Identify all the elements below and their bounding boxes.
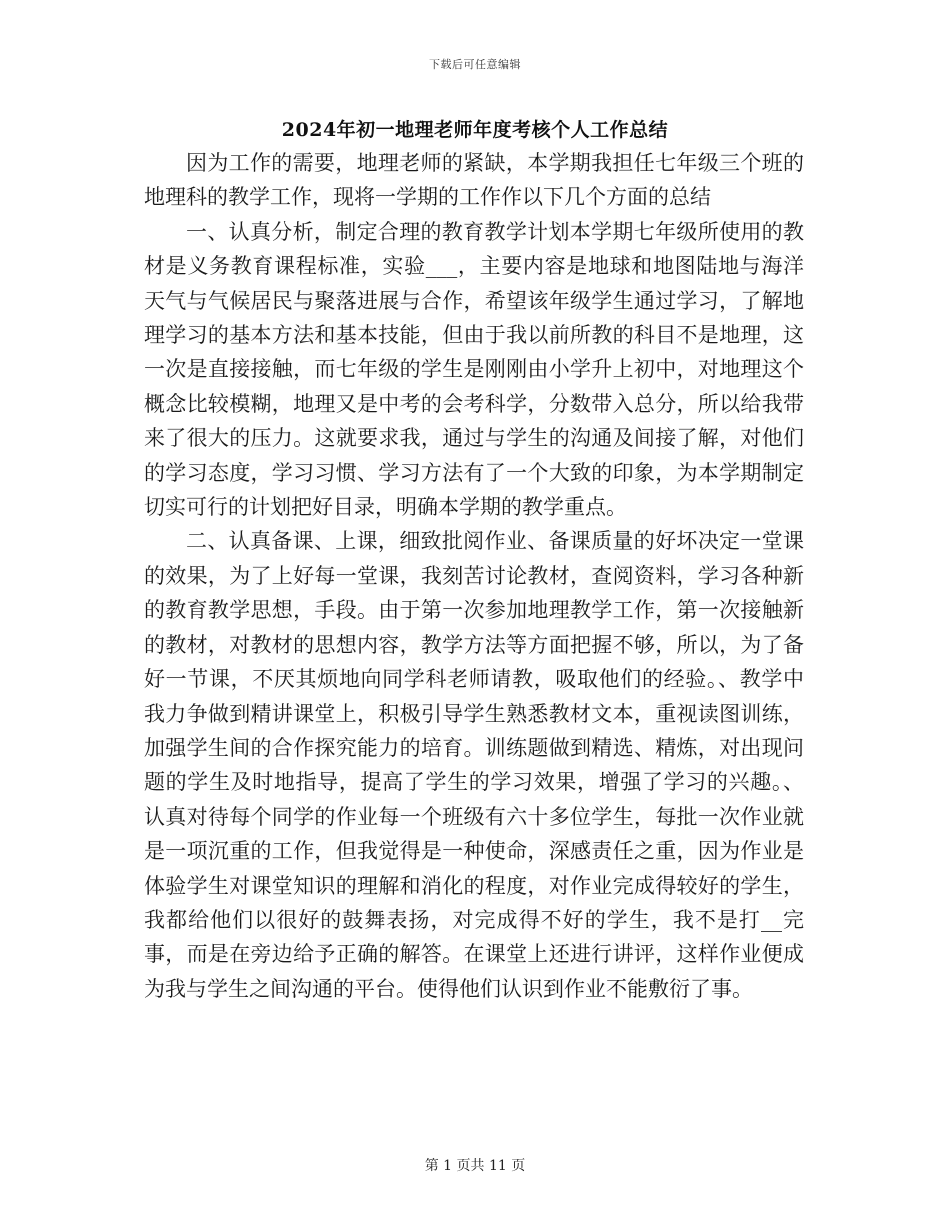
- paragraph-section-two: 二、认真备课、上课，细致批阅作业、备课质量的好坏决定一堂课的效果，为了上好每一堂课，我刻苦讨论教材，查阅资料，学习各种新的教育教学思想，手段。由于第一次参加地理教学工作，第一次接触新的教材，对教材的思想内容，教学方法等方面把握不够，所以，为了备好一节课，不厌其烦地向同学科老师请教，吸取他们的经验。、教学中我力争做到精讲课堂上，积极引导学生熟悉教材文本，重视读图训练，加强学生间的合作探究能力的培育。训练题做到精选、精炼，对出现问题的学生及时地指导，提高了学生的学习效果，增强了学习的兴趣。、认真对待每个同学的作业每一个班级有六十多位学生，每批一次作业就是一项沉重的工作，但我觉得是一种使命，深感责任之重，因为作业是体验学生对课堂知识的理解和消化的程度，对作业完成得较好的学生，我都给他们以很好的鼓舞表扬，对完成得不好的学生，我不是打__完事，而是在旁边给予正确的解答。在课堂上还进行讲评，这样作业便成为我与学生之间沟通的平台。使得他们认识到作业不能敷衍了事。: [144, 529, 804, 1001]
- paragraph-intro: 因为工作的需要，地理老师的紧缺，本学期我担任七年级三个班的地理科的教学工作，现将一学期的工作作以下几个方面的总结: [144, 151, 804, 210]
- page-number: 第 1 页共 11 页: [424, 1158, 526, 1174]
- download-note: 下载后可任意编辑: [429, 58, 521, 71]
- document-body: [144, 146, 804, 1006]
- paragraph-section-one: 一、认真分析，制定合理的教育教学计划本学期七年级所使用的教材是义务教育课程标准，实验___，主要内容是地球和地图陆地与海洋天气与气候居民与聚落进展与合作，希望该年级学生通过学习，了解地理学习的基本方法和基本技能，但由于我以前所教的科目不是地理，这一次是直接接触，而七年级的学生是刚刚由小学升上初中，对地理这个概念比较模糊，地理又是中考的会考科学，分数带入总分，所以给我带来了很大的压力。这就要求我，通过与学生的沟通及间接了解，对他们的学习态度，学习习惯、学习方法有了一个大致的印象，为本学期制定切实可行的计划把好目录，明确本学期的教学重点。: [144, 219, 804, 520]
- document-title: 2024年初一地理老师年度考核个人工作总结: [281, 119, 669, 141]
